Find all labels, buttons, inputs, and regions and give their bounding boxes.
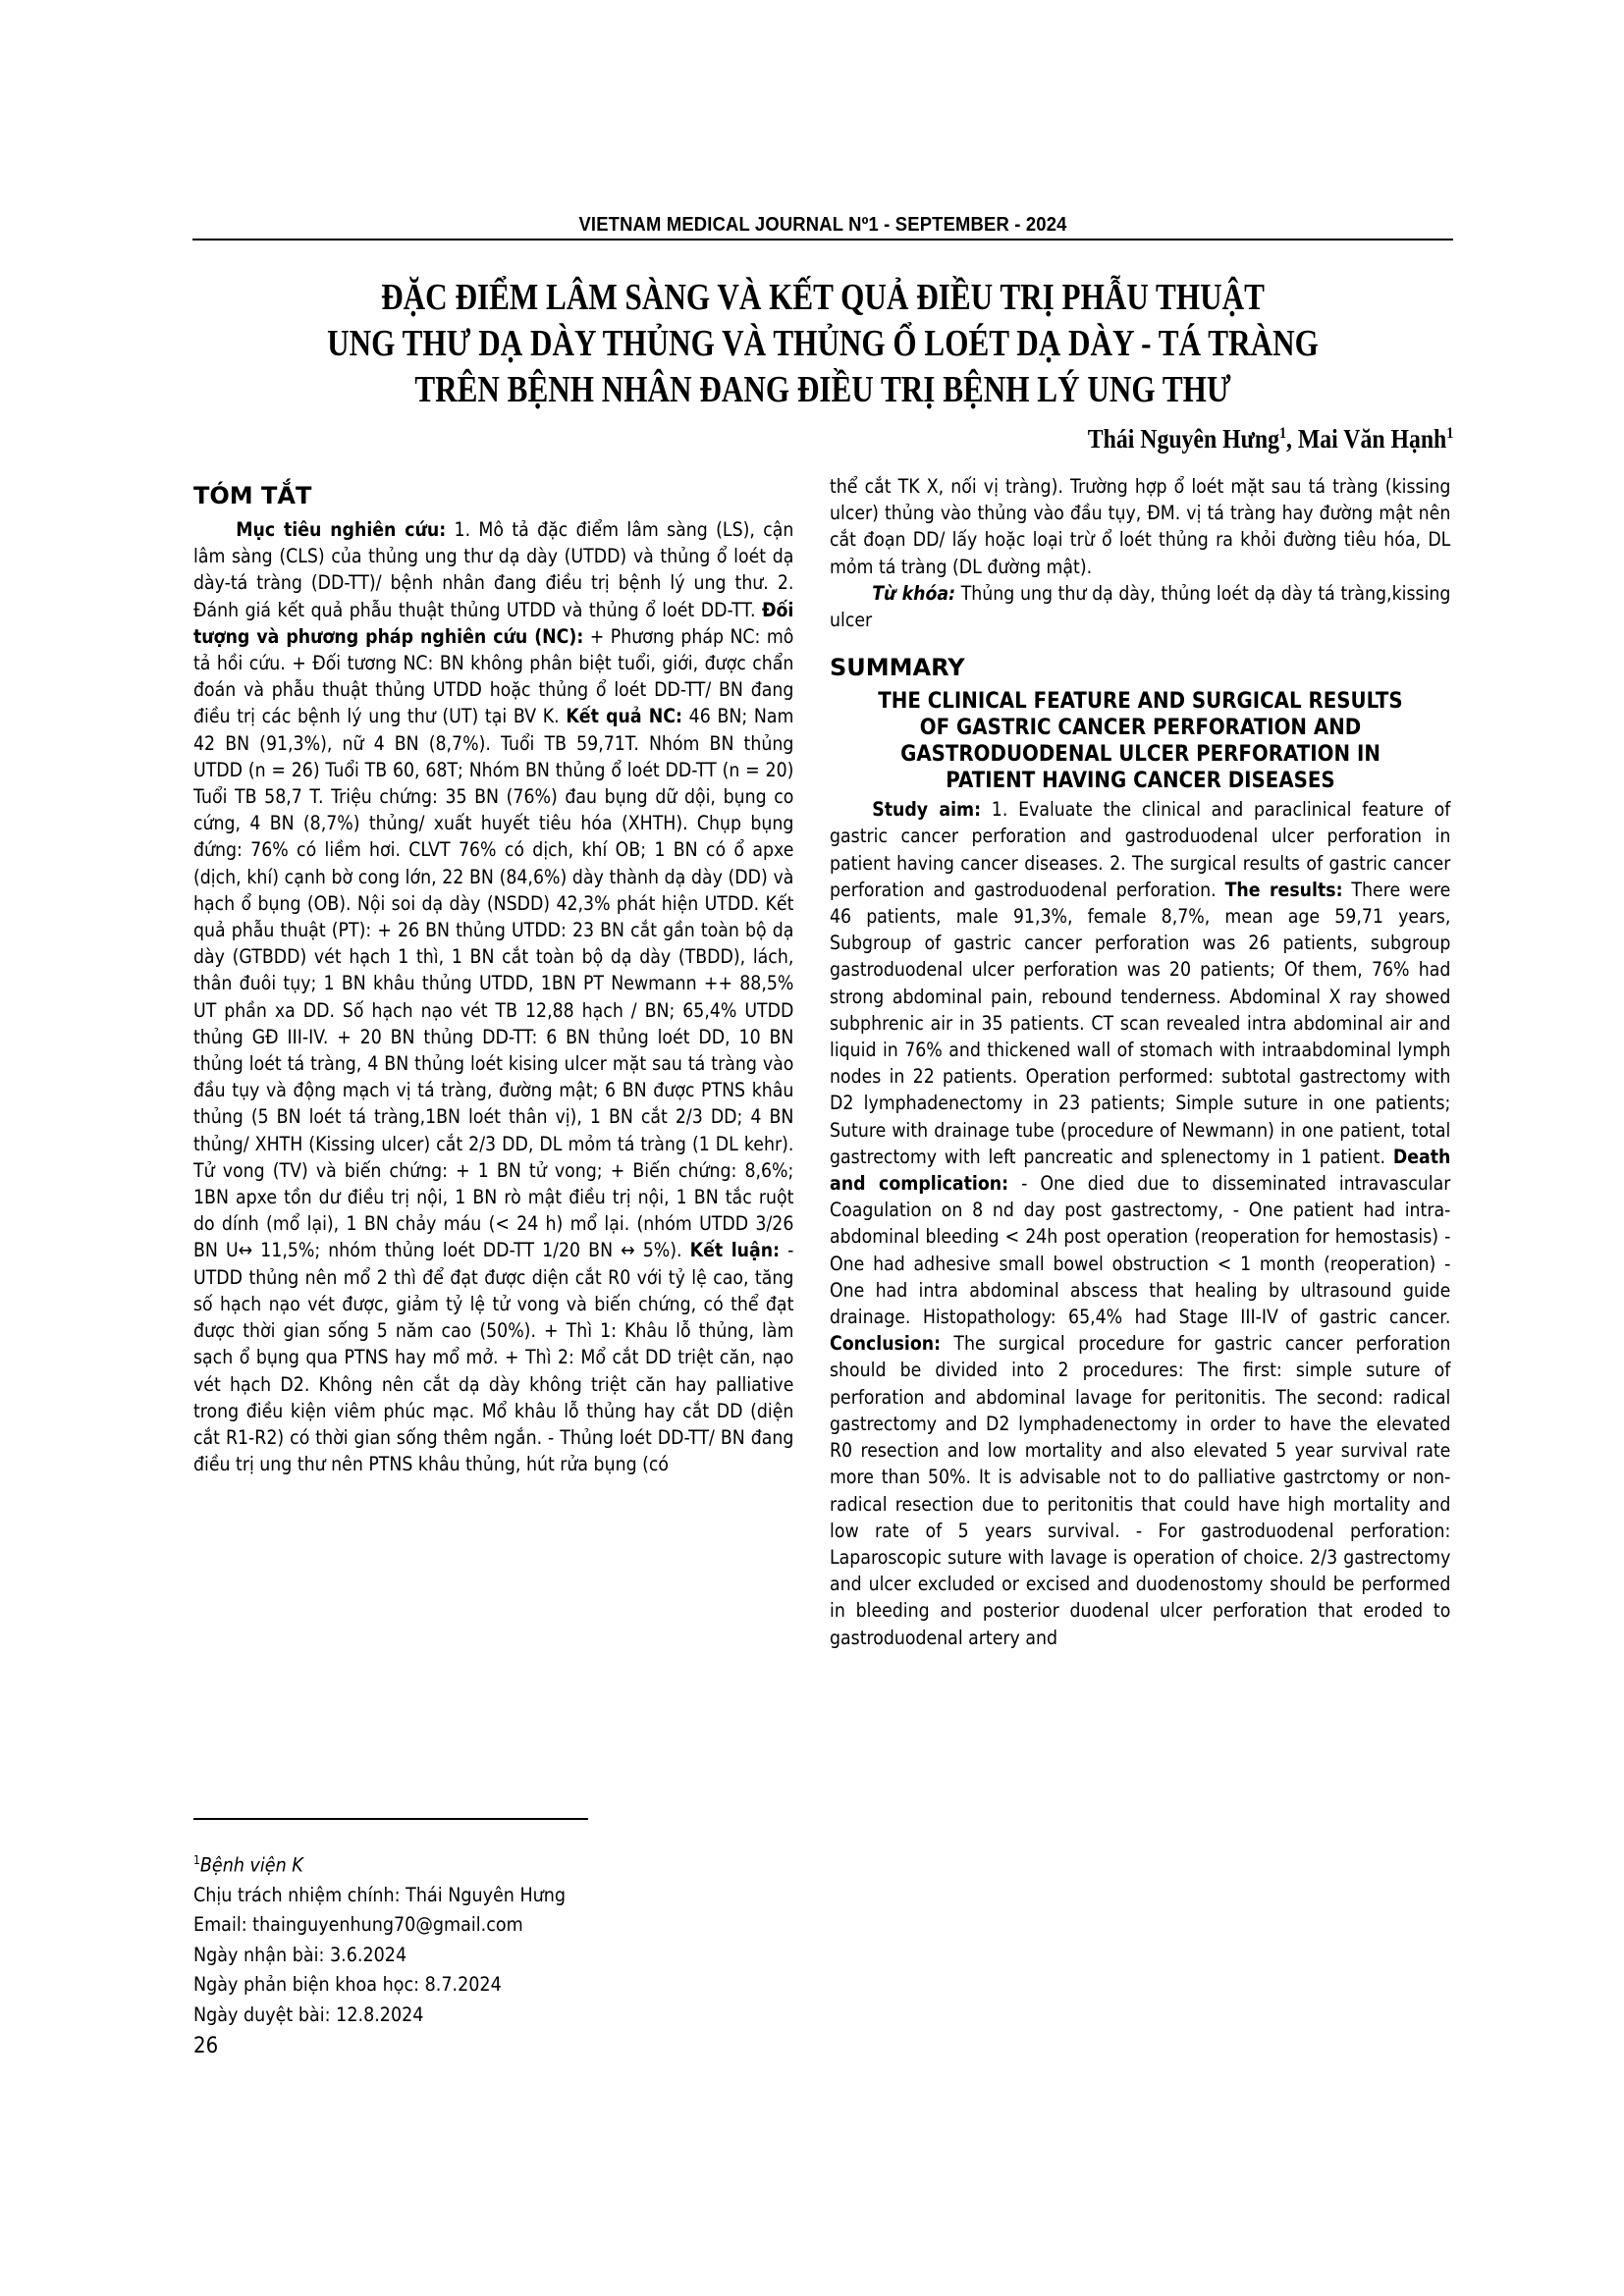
running-head: VIETNAM MEDICAL JOURNAL Nº1 - SEPTEMBER - 2024 xyxy=(578,214,1067,236)
keywords xyxy=(830,580,1450,633)
title-line: ĐẶC ĐIỂM LÂM SÀNG VÀ KẾT QUẢ ĐIỀU TRỊ PHẪU THUẬT xyxy=(381,277,1265,318)
author-list xyxy=(1087,424,1453,454)
aim-text: 1. Mô tả đặc điểm lâm sàng (LS), cận lâm sàng (CLS) của thủng ung thư dạ dày (UTDD) và thủng ổ loét dạ dày-tá tràng (DD-TT)/ bệnh nhân đang điều trị bệnh lý ung thư. 2. Đánh giá kết quả phẫu thuật thủng UTDD và thủng ổ loét DD-TT. xyxy=(193,518,794,621)
results-label: The results: xyxy=(1224,878,1343,901)
author-name: Mai Văn Hạnh xyxy=(1297,424,1446,454)
right-column xyxy=(830,473,1451,1651)
article-title xyxy=(306,275,1340,413)
affiliation-mark: 1 xyxy=(1445,425,1453,442)
results-text: There were 46 patients, male 91,3%, female 8,7%, mean age 59,71 years, Subgroup of gastric cancer perforation was 26 patients, subgroup gastroduodenal ulcer perforation was 20 patients; Of them, 76% had strong abdominal pain, rebound tenderness. Abdominal X ray showed subphrenic air in 35 patients. CT scan revealed intra abdominal air and liquid in 76% and thickened wall of stomach with intraabdominal lymph nodes in 22 patients. Operation performed: subtotal gastrectomy with D2 lymphadenectomy in 23 patients; Simple suture in one patients; Suture with drainage tube (procedure of Newmann) in one patient, total gastrectomy with left pancreatic and splenectomy in 1 patient. xyxy=(830,878,1451,1168)
affiliation: Bệnh viện K xyxy=(199,1853,303,1877)
abstract-vi-continued: thể cắt TK X, nối vị tràng). Trường hợp ổ loét mặt sau tá tràng (kissing ulcer) thủng vào thủng vào đầu tụy, ĐM. vị tá tràng hay đường mật nên cắt đoạn DD/ lấy hoặc loại trừ ổ loét thủng ra khỏi đường tiêu hóa, DL mỏm tá tràng (DL đường mật). xyxy=(830,475,1451,578)
header-rule xyxy=(192,239,1453,240)
affiliation-note xyxy=(193,1845,566,1881)
aim-label: Mục tiêu nghiên cứu: xyxy=(236,518,447,541)
study-aim-text: 1. Evaluate the clinical and paraclinical feature of gastric cancer perforation and gastroduodenal ulcer perforation in patient having cancer diseases. 2. The surgical results of gastric cancer perforation and gastroduodenal perforation. xyxy=(830,798,1451,901)
conclusion-text: - UTDD thủng nên mổ 2 thì để đạt được diện cắt R0 với tỷ lệ cao, tăng số hạch nạo vét được, giảm tỷ lệ tử vong và biến chứng, có thể đạt được thời gian sống 5 năm cao (50%). + Thì 1: Khâu lỗ thủng, làm sạch ổ bụng qua PTNS hay mổ mở. + Thì 2: Mổ cắt DD triệt căn, nạo vét hạch D2. Không nên cắt dạ dày không triệt căn hay palliative trong điều kiện viêm phúc mạc. Mổ khâu lỗ thủng hay cắt DD (diện cắt R1-R2) có thời gian sống thêm ngắn. - Thủng loét DD-TT/ BN đang điều trị ung thư nên PTNS khâu thủng, hút rửa bụng (có xyxy=(193,1239,794,1476)
summary-heading: SUMMARY xyxy=(830,654,965,682)
page-number: 26 xyxy=(193,2034,219,2058)
death-label: Death and complication: xyxy=(830,1145,1451,1196)
keywords-label: Từ khóa: xyxy=(872,581,956,605)
abstract-vi-heading: TÓM TẮT xyxy=(193,482,312,509)
email: Email: thainguyenhung70@gmail.com xyxy=(193,1913,523,1937)
methods-text: + Phương pháp NC: mô tả hồi cứu. + Đối tương NC: BN không phân biệt tuổi, giới, được chẩn đoán và phẫu thuật thủng UTDD hoặc thủng ổ loét DD-TT/ BN đang điều trị các bệnh lý ung thư (UT) tại BV K. xyxy=(193,624,794,728)
accepted-date: Ngày duyệt bài: 12.8.2024 xyxy=(193,2002,424,2026)
english-title: THE CLINICAL FEATURE AND SURGICAL RESULTS OF GASTRIC CANCER PERFORATION AND GASTRODUODENAL ULCER PERFORATION IN PATIENT HAVING CANCER DISEASES xyxy=(878,689,1403,794)
conclusion-label: Kết luận: xyxy=(689,1239,781,1262)
footnotes xyxy=(193,1845,566,2030)
death-text: - One died due to disseminated intravascular Coagulation on 8 nd day post gastrectomy, - One patient had intra-abdominal bleeding < 24h post operation (reoperation for hemostasis) - One had adhesive small bowel obstruction < 1 month (reoperation) - One had intra abdominal abscess that healing by ultrasound guide drainage. Histopathology: 65,4% had Stage III-IV of gastric cancer. xyxy=(830,1172,1451,1329)
left-column xyxy=(193,481,794,1477)
methods-label: Đối tượng và phương pháp nghiên cứu (NC): xyxy=(193,598,794,648)
results-label: Kết quả NC: xyxy=(566,705,682,728)
affiliation-mark: 1 xyxy=(193,1853,200,1867)
abstract-vi-body xyxy=(193,516,793,1477)
conclusion-label: Conclusion: xyxy=(830,1332,942,1356)
footnote-rule xyxy=(193,1818,588,1820)
title-line: UNG THƯ DẠ DÀY THỦNG VÀ THỦNG Ổ LOÉT DẠ DÀY - TÁ TRÀNG xyxy=(327,323,1319,364)
corresponding-author: Chịu trách nhiệm chính: Thái Nguyên Hưng xyxy=(193,1883,567,1906)
abstract-en-body xyxy=(830,796,1450,1651)
affiliation-mark: 1 xyxy=(1278,425,1286,442)
author-name: Thái Nguyên Hưng xyxy=(1087,424,1279,454)
title-line: TRÊN BỆNH NHÂN ĐANG ĐIỀU TRỊ BỆNH LÝ UNG THƯ xyxy=(414,369,1231,410)
keywords-text: Thủng ung thư dạ dày, thủng loét dạ dày tá tràng,kissing ulcer xyxy=(830,581,1451,632)
study-aim-label: Study aim: xyxy=(872,798,982,822)
conclusion-text: The surgical procedure for gastric cancer perforation should be divided into 2 procedures: The first: simple suture of perforation and abdominal lavage for peritonitis. The second: radical gastrectomy and D2 lymphadenectomy in order to have the elevated R0 resection and low mortality and also elevated 5 year survival rate more than 50%. It is advisable not to do palliative gastrctomy or non-radical resection due to peritonitis that could have high mortality and low rate of 5 years survival. - For gastroduodenal perforation: Laparoscopic suture with lavage is operation of choice. 2/3 gastrectomy and ulcer excluded or excised and duodenostomy should be performed in bleeding and posterior duodenal ulcer perforation that eroded to gastroduodenal artery and xyxy=(830,1332,1451,1649)
review-date: Ngày phản biện khoa học: 8.7.2024 xyxy=(193,1973,502,1997)
author-separator: , xyxy=(1285,424,1298,454)
results-text: 46 BN; Nam 42 BN (91,3%), nữ 4 BN (8,7%). Tuổi TB 59,71T. Nhóm BN thủng UTDD (n = 26) Tuổi TB 60, 68T; Nhóm BN thủng ổ loét DD-TT (n = 20) Tuổi TB 58,7 T. Triệu chứng: 35 BN (76%) đau bụng dữ dội, bụng co cứng, 4 BN (8,7%) thủng/ xuất huyết tiêu hóa (XHTH). Chụp bụng đứng: 76% có liềm hơi. CLVT 76% có dịch, khí OB; 1 BN có ổ apxe (dịch, khí) cạnh bờ cong lớn, 22 BN (84,6%) dày thành dạ dày (DD) và hạch ổ bụng (OB). Nội soi dạ dày (NSDD) 42,3% phát hiện UTDD. Kết quả phẫu thuật (PT): + 26 BN thủng UTDD: 23 BN cắt gần toàn bộ dạ dày (GTBDD) vét hạch 1 thì, 1 BN cắt toàn bộ dạ dày (TBDD), lách, thân đuôi tụy; 1 BN khâu thủng UTDD, 1BN PT Newmann ++ 88,5% UT phần xa DD. Số hạch nạo vét TB 12,88 hạch / BN; 65,4% UTDD thủng GĐ III-IV. + 20 BN thủng DD-TT: 6 BN thủng loét DD, 10 BN thủng loét tá tràng, 4 BN thủng loét kising ulcer mặt sau tá tràng vào đầu tụy và động mạch vị tá tràng, đường mật; 6 BN được PTNS khâu thủng (5 BN loét tá tràng,1BN loét thân vị), 1 BN cắt 2/3 DD; 4 BN thủng/ XHTH (Kissing ulcer) cắt 2/3 DD, DL mỏm tá tràng (1 DL kehr). Tử vong (TV) và biến chứng: + 1 BN tử vong; + Biến chứng: 8,6%; 1BN apxe tồn dư điều trị nội, 1 BN rò mật điều trị nội, 1 BN tắc ruột do dính (mổ lại), 1 BN chảy máu (< 24 h) mổ lại. (nhóm UTDD 3/26 BN U↔ 11,5%; nhóm thủng loét DD-TT 1/20 BN ↔ 5%). xyxy=(193,705,794,1262)
received-date: Ngày nhận bài: 3.6.2024 xyxy=(193,1943,407,1966)
